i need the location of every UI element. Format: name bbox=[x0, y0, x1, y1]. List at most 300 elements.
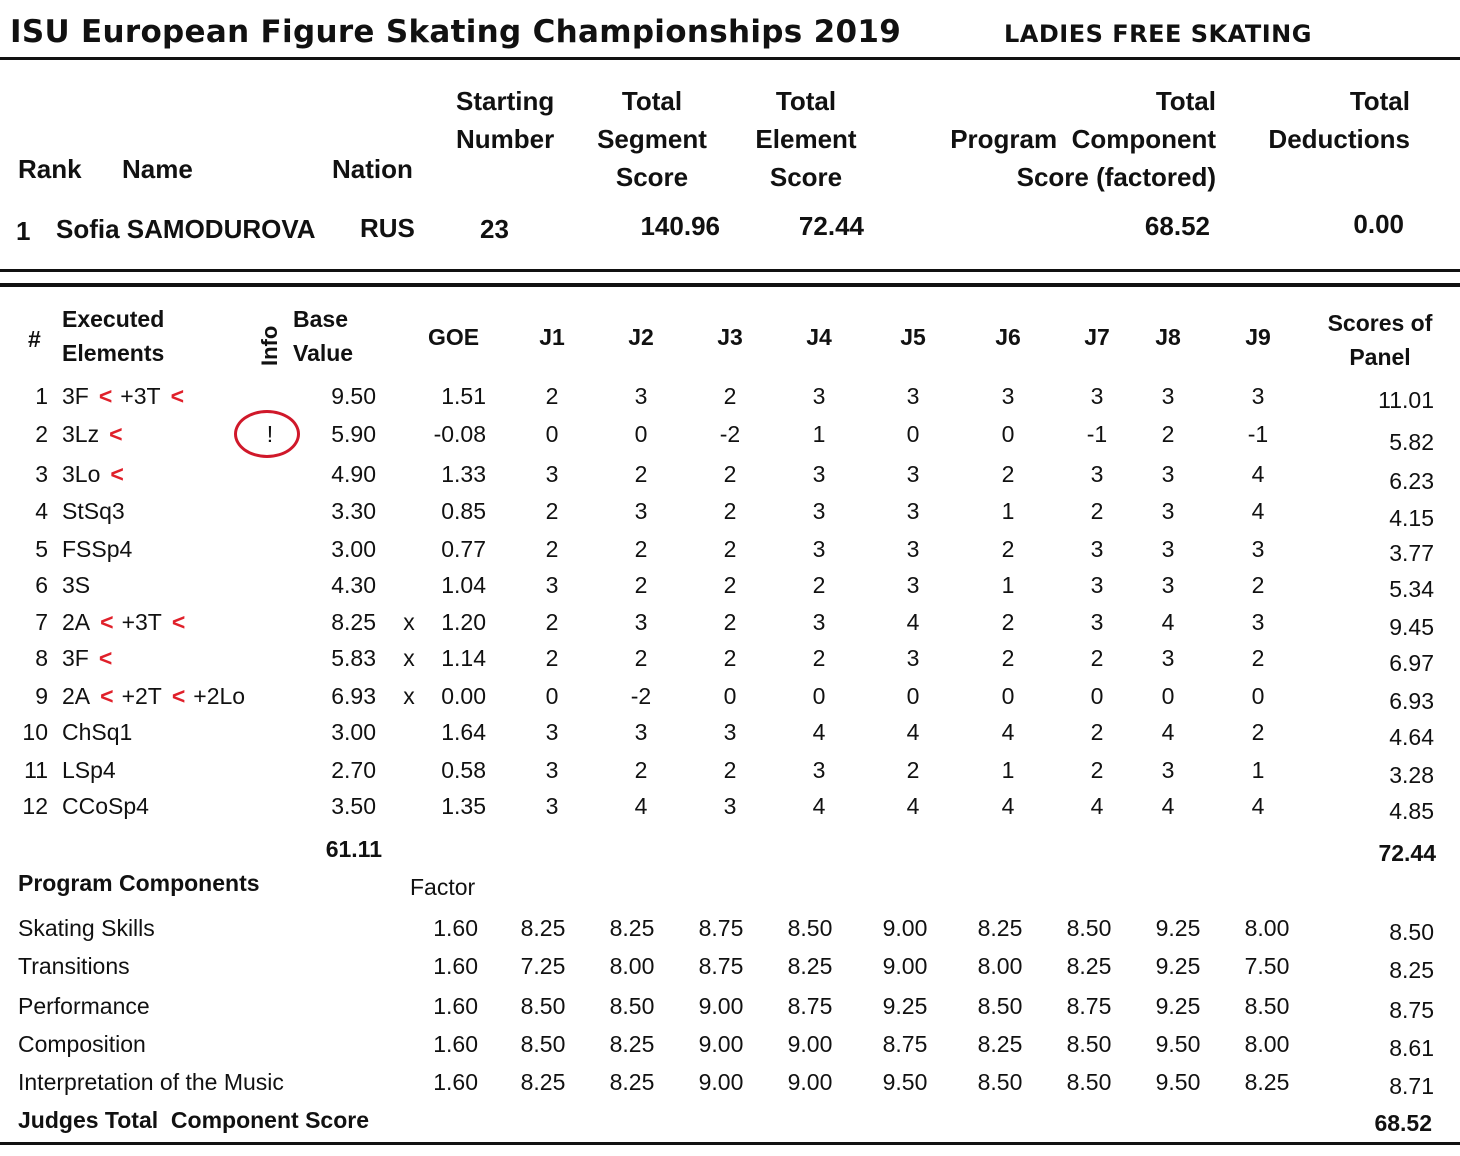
executed-elements-header: Executed Elements bbox=[62, 306, 165, 366]
judge-8-goe: 0 bbox=[1161, 683, 1175, 709]
judge-1-goe: 2 bbox=[545, 609, 559, 635]
judge-2-goe: 2 bbox=[634, 572, 648, 598]
element-code bbox=[62, 685, 245, 708]
panel-score: 6.93 bbox=[1389, 688, 1434, 714]
judge-7-goe: 3 bbox=[1090, 572, 1104, 598]
info-mark: ! bbox=[266, 421, 274, 447]
judge-8-goe: 2 bbox=[1161, 421, 1175, 447]
judge-3-goe: 2 bbox=[723, 757, 737, 783]
judge-9-mark: 8.00 bbox=[1244, 915, 1290, 941]
judge-2-mark: 8.50 bbox=[609, 993, 655, 1019]
judge-4-mark: 8.75 bbox=[787, 993, 833, 1019]
element-number: 4 bbox=[35, 498, 48, 524]
judge-4-goe: 3 bbox=[812, 757, 826, 783]
judge-5-mark: 9.25 bbox=[882, 993, 928, 1019]
skater-starting-number: 23 bbox=[480, 214, 509, 244]
judge-9-goe: -1 bbox=[1247, 421, 1269, 447]
judge-1-mark: 8.50 bbox=[520, 1031, 566, 1057]
component-factor: 1.60 bbox=[433, 953, 478, 979]
base-value: 4.90 bbox=[331, 461, 376, 487]
panel-score: 4.64 bbox=[1389, 724, 1434, 750]
judge-3-goe: 0 bbox=[723, 683, 737, 709]
element-row bbox=[0, 759, 1460, 795]
element-code bbox=[62, 538, 132, 561]
judge-2-goe: -2 bbox=[630, 683, 652, 709]
judge-7-goe: 2 bbox=[1090, 645, 1104, 671]
element-row bbox=[0, 685, 1460, 721]
event-title: ISU European Figure Skating Championships 2019 bbox=[10, 14, 902, 50]
component-factor: 1.60 bbox=[433, 1031, 478, 1057]
judge-9-mark: 8.25 bbox=[1244, 1069, 1290, 1095]
judge-2-goe: 3 bbox=[634, 609, 648, 635]
judge-8-goe: 4 bbox=[1161, 609, 1175, 635]
element-code bbox=[62, 385, 192, 408]
component-score: 8.75 bbox=[1389, 997, 1434, 1023]
component-factor: 1.60 bbox=[433, 1069, 478, 1095]
underrotation-mark: < bbox=[171, 683, 186, 709]
judge-6-mark: 8.50 bbox=[977, 993, 1023, 1019]
underrotation-mark: < bbox=[110, 461, 124, 487]
judge-8-mark: 9.25 bbox=[1155, 993, 1201, 1019]
judge-5-mark: 8.75 bbox=[882, 1031, 928, 1057]
segment-title: LADIES FREE SKATING bbox=[1004, 20, 1312, 48]
underrotation-mark: < bbox=[98, 383, 113, 409]
judge-8-goe: 4 bbox=[1161, 793, 1175, 819]
judge-7-goe: 0 bbox=[1090, 683, 1104, 709]
judge-3-goe: -2 bbox=[719, 421, 741, 447]
judge-9-goe: 0 bbox=[1251, 683, 1265, 709]
judge-6-goe: 3 bbox=[1001, 383, 1015, 409]
judge-6-goe: 1 bbox=[1001, 572, 1015, 598]
element-row bbox=[0, 538, 1460, 574]
info-header bbox=[255, 318, 285, 368]
element-number: 3 bbox=[35, 461, 48, 487]
element-row bbox=[0, 423, 1460, 459]
panel-score: 5.34 bbox=[1389, 576, 1434, 602]
component-name: Skating Skills bbox=[18, 915, 155, 941]
judge-6-goe: 2 bbox=[1001, 461, 1015, 487]
judge-9-mark: 7.50 bbox=[1244, 953, 1290, 979]
judge-6-goe: 4 bbox=[1001, 793, 1015, 819]
judge-header-4: J4 bbox=[806, 324, 832, 350]
element-row bbox=[0, 795, 1460, 831]
judge-8-goe: 3 bbox=[1161, 757, 1175, 783]
base-value: 3.50 bbox=[331, 793, 376, 819]
element-number-header: # bbox=[28, 326, 41, 352]
judge-1-goe: 3 bbox=[545, 757, 559, 783]
underrotation-mark: < bbox=[171, 609, 186, 635]
panel-score: 11.01 bbox=[1378, 387, 1434, 413]
judge-3-goe: 2 bbox=[723, 461, 737, 487]
goe-value: 1.35 bbox=[441, 793, 486, 819]
judge-header-6: J6 bbox=[995, 324, 1021, 350]
element-code bbox=[62, 500, 125, 523]
panel-score: 4.15 bbox=[1389, 505, 1434, 531]
rank-header: Rank bbox=[18, 154, 82, 184]
skater-total-pcs: 68.52 bbox=[1144, 211, 1210, 241]
base-value-header: Base Value bbox=[293, 306, 354, 366]
judge-2-mark: 8.25 bbox=[609, 1069, 655, 1095]
element-code bbox=[62, 721, 132, 744]
summary-rule-top bbox=[0, 269, 1460, 272]
element-code-part: 3F bbox=[62, 645, 89, 671]
judge-5-goe: 4 bbox=[906, 719, 920, 745]
judge-header-2: J2 bbox=[628, 324, 654, 350]
judge-8-mark: 9.25 bbox=[1155, 915, 1201, 941]
judge-8-goe: 3 bbox=[1161, 572, 1175, 598]
judge-5-goe: 3 bbox=[906, 498, 920, 524]
judge-9-goe: 4 bbox=[1251, 461, 1265, 487]
name-header: Name bbox=[122, 154, 193, 184]
element-code bbox=[62, 647, 120, 670]
base-value: 8.25 bbox=[331, 609, 376, 635]
judge-7-mark: 8.75 bbox=[1066, 993, 1112, 1019]
judges-total-component-score: 68.52 bbox=[1374, 1110, 1432, 1136]
element-number: 10 bbox=[22, 719, 48, 745]
judge-2-goe: 0 bbox=[634, 421, 648, 447]
judge-7-goe: 2 bbox=[1090, 757, 1104, 783]
judge-8-mark: 9.25 bbox=[1155, 953, 1201, 979]
element-row bbox=[0, 611, 1460, 647]
judge-4-goe: 3 bbox=[812, 383, 826, 409]
base-value: 5.90 bbox=[331, 421, 376, 447]
judge-4-mark: 9.00 bbox=[787, 1031, 833, 1057]
panel-score: 5.82 bbox=[1389, 429, 1434, 455]
judge-1-goe: 2 bbox=[545, 498, 559, 524]
judge-1-mark: 8.25 bbox=[520, 915, 566, 941]
judge-4-goe: 3 bbox=[812, 461, 826, 487]
bottom-rule bbox=[0, 1142, 1460, 1145]
skater-name: Sofia SAMODUROVA bbox=[56, 214, 316, 244]
program-component-row bbox=[0, 917, 1460, 955]
judge-5-goe: 3 bbox=[906, 572, 920, 598]
judge-1-goe: 0 bbox=[545, 683, 559, 709]
judge-3-goe: 2 bbox=[723, 645, 737, 671]
judge-6-mark: 8.00 bbox=[977, 953, 1023, 979]
judge-5-mark: 9.50 bbox=[882, 1069, 928, 1095]
judge-6-goe: 0 bbox=[1001, 421, 1015, 447]
element-row bbox=[0, 574, 1460, 610]
judge-8-goe: 4 bbox=[1161, 719, 1175, 745]
nation-header: Nation bbox=[332, 154, 413, 184]
element-code-part: 3Lo bbox=[62, 461, 101, 487]
judge-5-goe: 3 bbox=[906, 461, 920, 487]
title-rule bbox=[0, 57, 1460, 60]
component-factor: 1.60 bbox=[433, 915, 478, 941]
judge-6-goe: 2 bbox=[1001, 645, 1015, 671]
judges-total-component-score-label: Judges Total Component Score bbox=[18, 1107, 369, 1133]
judge-3-goe: 2 bbox=[723, 498, 737, 524]
element-row bbox=[0, 721, 1460, 757]
judge-2-goe: 2 bbox=[634, 645, 648, 671]
bonus-x-mark: x bbox=[403, 683, 415, 709]
judge-1-goe: 3 bbox=[545, 719, 559, 745]
underrotation-mark: < bbox=[100, 683, 114, 709]
total-deductions-header: Total Deductions bbox=[1268, 86, 1410, 154]
base-value: 2.70 bbox=[331, 757, 376, 783]
judge-5-goe: 4 bbox=[906, 793, 920, 819]
judge-3-goe: 2 bbox=[723, 572, 737, 598]
judge-2-goe: 2 bbox=[634, 757, 648, 783]
judge-1-goe: 2 bbox=[545, 383, 559, 409]
judge-6-goe: 4 bbox=[1001, 719, 1015, 745]
judge-5-goe: 0 bbox=[906, 683, 920, 709]
skater-rank: 1 bbox=[16, 216, 31, 246]
element-code bbox=[62, 795, 149, 818]
judge-6-mark: 8.25 bbox=[977, 915, 1023, 941]
panel-score: 9.45 bbox=[1389, 614, 1434, 640]
judge-9-goe: 3 bbox=[1251, 536, 1265, 562]
underrotation-mark: < bbox=[109, 421, 123, 447]
judge-3-goe: 3 bbox=[723, 719, 737, 745]
scores-of-panel-header: Scores of Panel bbox=[1327, 310, 1433, 370]
element-row bbox=[0, 647, 1460, 683]
component-name: Interpretation of the Music bbox=[18, 1069, 284, 1095]
program-component-row bbox=[0, 1071, 1460, 1109]
judge-3-mark: 9.00 bbox=[698, 1069, 744, 1095]
judge-6-goe: 2 bbox=[1001, 609, 1015, 635]
goe-value: 1.33 bbox=[441, 461, 486, 487]
goe-value: 1.51 bbox=[441, 383, 486, 409]
judge-header-8: J8 bbox=[1155, 324, 1181, 350]
judge-1-mark: 8.25 bbox=[520, 1069, 566, 1095]
judge-2-goe: 3 bbox=[634, 498, 648, 524]
component-score: 8.71 bbox=[1389, 1073, 1434, 1099]
judge-4-goe: 3 bbox=[812, 536, 826, 562]
judge-9-goe: 2 bbox=[1251, 719, 1265, 745]
skater-nation: RUS bbox=[360, 213, 415, 243]
factor-header: Factor bbox=[410, 874, 476, 900]
judge-4-goe: 4 bbox=[812, 793, 826, 819]
base-value: 3.00 bbox=[331, 719, 376, 745]
base-value: 9.50 bbox=[331, 383, 376, 409]
judge-5-mark: 9.00 bbox=[882, 915, 928, 941]
judge-8-goe: 3 bbox=[1161, 383, 1175, 409]
judge-1-goe: 0 bbox=[545, 421, 559, 447]
judge-9-goe: 4 bbox=[1251, 498, 1265, 524]
judge-4-goe: 3 bbox=[812, 609, 826, 635]
judge-8-mark: 9.50 bbox=[1155, 1069, 1201, 1095]
judge-2-goe: 3 bbox=[634, 719, 648, 745]
goe-value: 0.85 bbox=[441, 498, 486, 524]
judge-9-goe: 3 bbox=[1251, 383, 1265, 409]
element-code-part: +2T bbox=[121, 683, 162, 709]
element-row bbox=[0, 463, 1460, 499]
component-score: 8.50 bbox=[1389, 919, 1434, 945]
judge-6-goe: 1 bbox=[1001, 757, 1015, 783]
judge-9-goe: 2 bbox=[1251, 572, 1265, 598]
judge-7-goe: 2 bbox=[1090, 719, 1104, 745]
element-number: 9 bbox=[35, 683, 48, 709]
judge-3-mark: 8.75 bbox=[698, 953, 744, 979]
element-number: 1 bbox=[35, 383, 48, 409]
judge-4-goe: 2 bbox=[812, 572, 826, 598]
goe-value: 0.58 bbox=[441, 757, 486, 783]
judge-6-goe: 1 bbox=[1001, 498, 1015, 524]
panel-score: 3.77 bbox=[1389, 540, 1434, 566]
element-code bbox=[62, 463, 132, 486]
judge-3-goe: 3 bbox=[723, 793, 737, 819]
element-number: 12 bbox=[22, 793, 48, 819]
judge-6-mark: 8.50 bbox=[977, 1069, 1023, 1095]
judge-9-goe: 2 bbox=[1251, 645, 1265, 671]
judge-4-mark: 9.00 bbox=[787, 1069, 833, 1095]
base-value: 3.30 bbox=[331, 498, 376, 524]
judge-7-goe: 3 bbox=[1090, 536, 1104, 562]
judge-5-goe: 0 bbox=[906, 421, 920, 447]
judge-header-3: J3 bbox=[717, 324, 743, 350]
skater-total-element-score: 72.44 bbox=[798, 211, 864, 241]
element-row bbox=[0, 385, 1460, 421]
judge-9-mark: 8.00 bbox=[1244, 1031, 1290, 1057]
base-value: 4.30 bbox=[331, 572, 376, 598]
element-number: 5 bbox=[35, 536, 48, 562]
panel-score: 3.28 bbox=[1389, 762, 1434, 788]
judge-1-mark: 8.50 bbox=[520, 993, 566, 1019]
element-row bbox=[0, 500, 1460, 536]
judge-1-mark: 7.25 bbox=[520, 953, 566, 979]
element-code bbox=[62, 611, 193, 634]
element-code bbox=[62, 574, 90, 597]
judge-7-goe: -1 bbox=[1086, 421, 1108, 447]
judge-1-goe: 2 bbox=[545, 645, 559, 671]
judge-6-goe: 0 bbox=[1001, 683, 1015, 709]
judge-2-goe: 4 bbox=[634, 793, 648, 819]
judge-5-goe: 4 bbox=[906, 609, 920, 635]
judge-4-goe: 0 bbox=[812, 683, 826, 709]
judge-9-goe: 1 bbox=[1251, 757, 1265, 783]
element-code-part: LSp4 bbox=[62, 757, 116, 783]
summary-rule-bottom bbox=[0, 283, 1460, 287]
element-code bbox=[62, 423, 131, 446]
judge-3-mark: 9.00 bbox=[698, 993, 744, 1019]
judge-5-goe: 3 bbox=[906, 383, 920, 409]
judge-5-mark: 9.00 bbox=[882, 953, 928, 979]
element-code bbox=[62, 759, 116, 782]
element-number: 8 bbox=[35, 645, 48, 671]
judge-7-mark: 8.50 bbox=[1066, 1031, 1112, 1057]
base-value: 3.00 bbox=[331, 536, 376, 562]
judge-3-goe: 2 bbox=[723, 383, 737, 409]
judge-8-mark: 9.50 bbox=[1155, 1031, 1201, 1057]
skater-total-deductions: 0.00 bbox=[1353, 209, 1404, 239]
judge-8-goe: 3 bbox=[1161, 645, 1175, 671]
element-code-part: +2Lo bbox=[193, 683, 246, 709]
total-segment-score-header: Total Segment Score bbox=[597, 86, 707, 192]
judge-7-goe: 4 bbox=[1090, 793, 1104, 819]
judge-header-5: J5 bbox=[900, 324, 926, 350]
component-name: Performance bbox=[18, 993, 150, 1019]
judge-9-goe: 3 bbox=[1251, 609, 1265, 635]
judge-8-goe: 3 bbox=[1161, 461, 1175, 487]
element-code-part: 3Lz bbox=[62, 421, 100, 447]
judge-7-goe: 3 bbox=[1090, 609, 1104, 635]
element-code-part: CCoSp4 bbox=[62, 793, 149, 819]
goe-value: 1.14 bbox=[441, 645, 486, 671]
base-value: 5.83 bbox=[331, 645, 376, 671]
judge-4-goe: 1 bbox=[812, 421, 826, 447]
judge-7-mark: 8.25 bbox=[1066, 953, 1112, 979]
judge-4-mark: 8.25 bbox=[787, 953, 833, 979]
base-value: 6.93 bbox=[331, 683, 376, 709]
judge-5-goe: 2 bbox=[906, 757, 920, 783]
judge-3-mark: 8.75 bbox=[698, 915, 744, 941]
judge-header-7: J7 bbox=[1084, 324, 1110, 350]
component-score: 8.61 bbox=[1389, 1035, 1434, 1061]
judge-7-goe: 3 bbox=[1090, 461, 1104, 487]
component-name: Transitions bbox=[18, 953, 130, 979]
component-factor: 1.60 bbox=[433, 993, 478, 1019]
judge-4-mark: 8.50 bbox=[787, 915, 833, 941]
judge-1-goe: 3 bbox=[545, 572, 559, 598]
elements-score-total: 72.44 bbox=[1378, 840, 1436, 866]
panel-score: 6.97 bbox=[1389, 650, 1434, 676]
judge-7-mark: 8.50 bbox=[1066, 1069, 1112, 1095]
judge-2-goe: 2 bbox=[634, 461, 648, 487]
judge-5-goe: 3 bbox=[906, 645, 920, 671]
bonus-x-mark: x bbox=[403, 609, 415, 635]
judge-4-goe: 4 bbox=[812, 719, 826, 745]
component-name: Composition bbox=[18, 1031, 146, 1057]
underrotation-mark: < bbox=[170, 383, 184, 409]
goe-value: 0.00 bbox=[441, 683, 486, 709]
element-code-part: StSq3 bbox=[62, 498, 125, 524]
element-code-part: 2A bbox=[62, 609, 91, 635]
judge-3-mark: 9.00 bbox=[698, 1031, 744, 1057]
goe-value: 1.04 bbox=[441, 572, 486, 598]
svg-text:Info: Info bbox=[257, 325, 282, 366]
element-code-part: ChSq1 bbox=[62, 719, 133, 745]
judge-header-1: J1 bbox=[539, 324, 565, 350]
base-value-total: 61.11 bbox=[325, 836, 382, 862]
judge-8-goe: 3 bbox=[1161, 498, 1175, 524]
panel-score: 4.85 bbox=[1389, 798, 1434, 824]
program-components-title: Program Components bbox=[18, 870, 260, 896]
judge-9-mark: 8.50 bbox=[1244, 993, 1290, 1019]
component-score: 8.25 bbox=[1389, 957, 1434, 983]
element-number: 11 bbox=[24, 757, 48, 783]
goe-value: 0.77 bbox=[441, 536, 486, 562]
judge-4-goe: 2 bbox=[812, 645, 826, 671]
judge-2-mark: 8.00 bbox=[609, 953, 655, 979]
judge-1-goe: 3 bbox=[545, 793, 559, 819]
goe-value: 1.64 bbox=[441, 719, 486, 745]
program-component-row bbox=[0, 995, 1460, 1033]
element-code-part: FSSp4 bbox=[62, 536, 133, 562]
judge-1-goe: 2 bbox=[545, 536, 559, 562]
element-number: 7 bbox=[35, 609, 48, 635]
judge-2-goe: 2 bbox=[634, 536, 648, 562]
element-code-part: +3T bbox=[121, 609, 162, 635]
total-element-score-header: Total Element Score bbox=[755, 86, 857, 192]
judge-7-goe: 2 bbox=[1090, 498, 1104, 524]
judge-6-goe: 2 bbox=[1001, 536, 1015, 562]
element-number: 6 bbox=[35, 572, 48, 598]
judge-8-goe: 3 bbox=[1161, 536, 1175, 562]
judge-7-goe: 3 bbox=[1090, 383, 1104, 409]
element-number: 2 bbox=[35, 421, 48, 447]
panel-score: 6.23 bbox=[1389, 468, 1434, 494]
element-code-part: 2A bbox=[62, 683, 91, 709]
goe-value: -0.08 bbox=[433, 421, 486, 447]
judge-1-goe: 3 bbox=[545, 461, 559, 487]
judge-3-goe: 2 bbox=[723, 536, 737, 562]
element-code-part: +3T bbox=[120, 383, 161, 409]
judge-9-goe: 4 bbox=[1251, 793, 1265, 819]
judge-5-goe: 3 bbox=[906, 536, 920, 562]
judge-header-9: J9 bbox=[1245, 324, 1271, 350]
program-component-row bbox=[0, 955, 1460, 993]
